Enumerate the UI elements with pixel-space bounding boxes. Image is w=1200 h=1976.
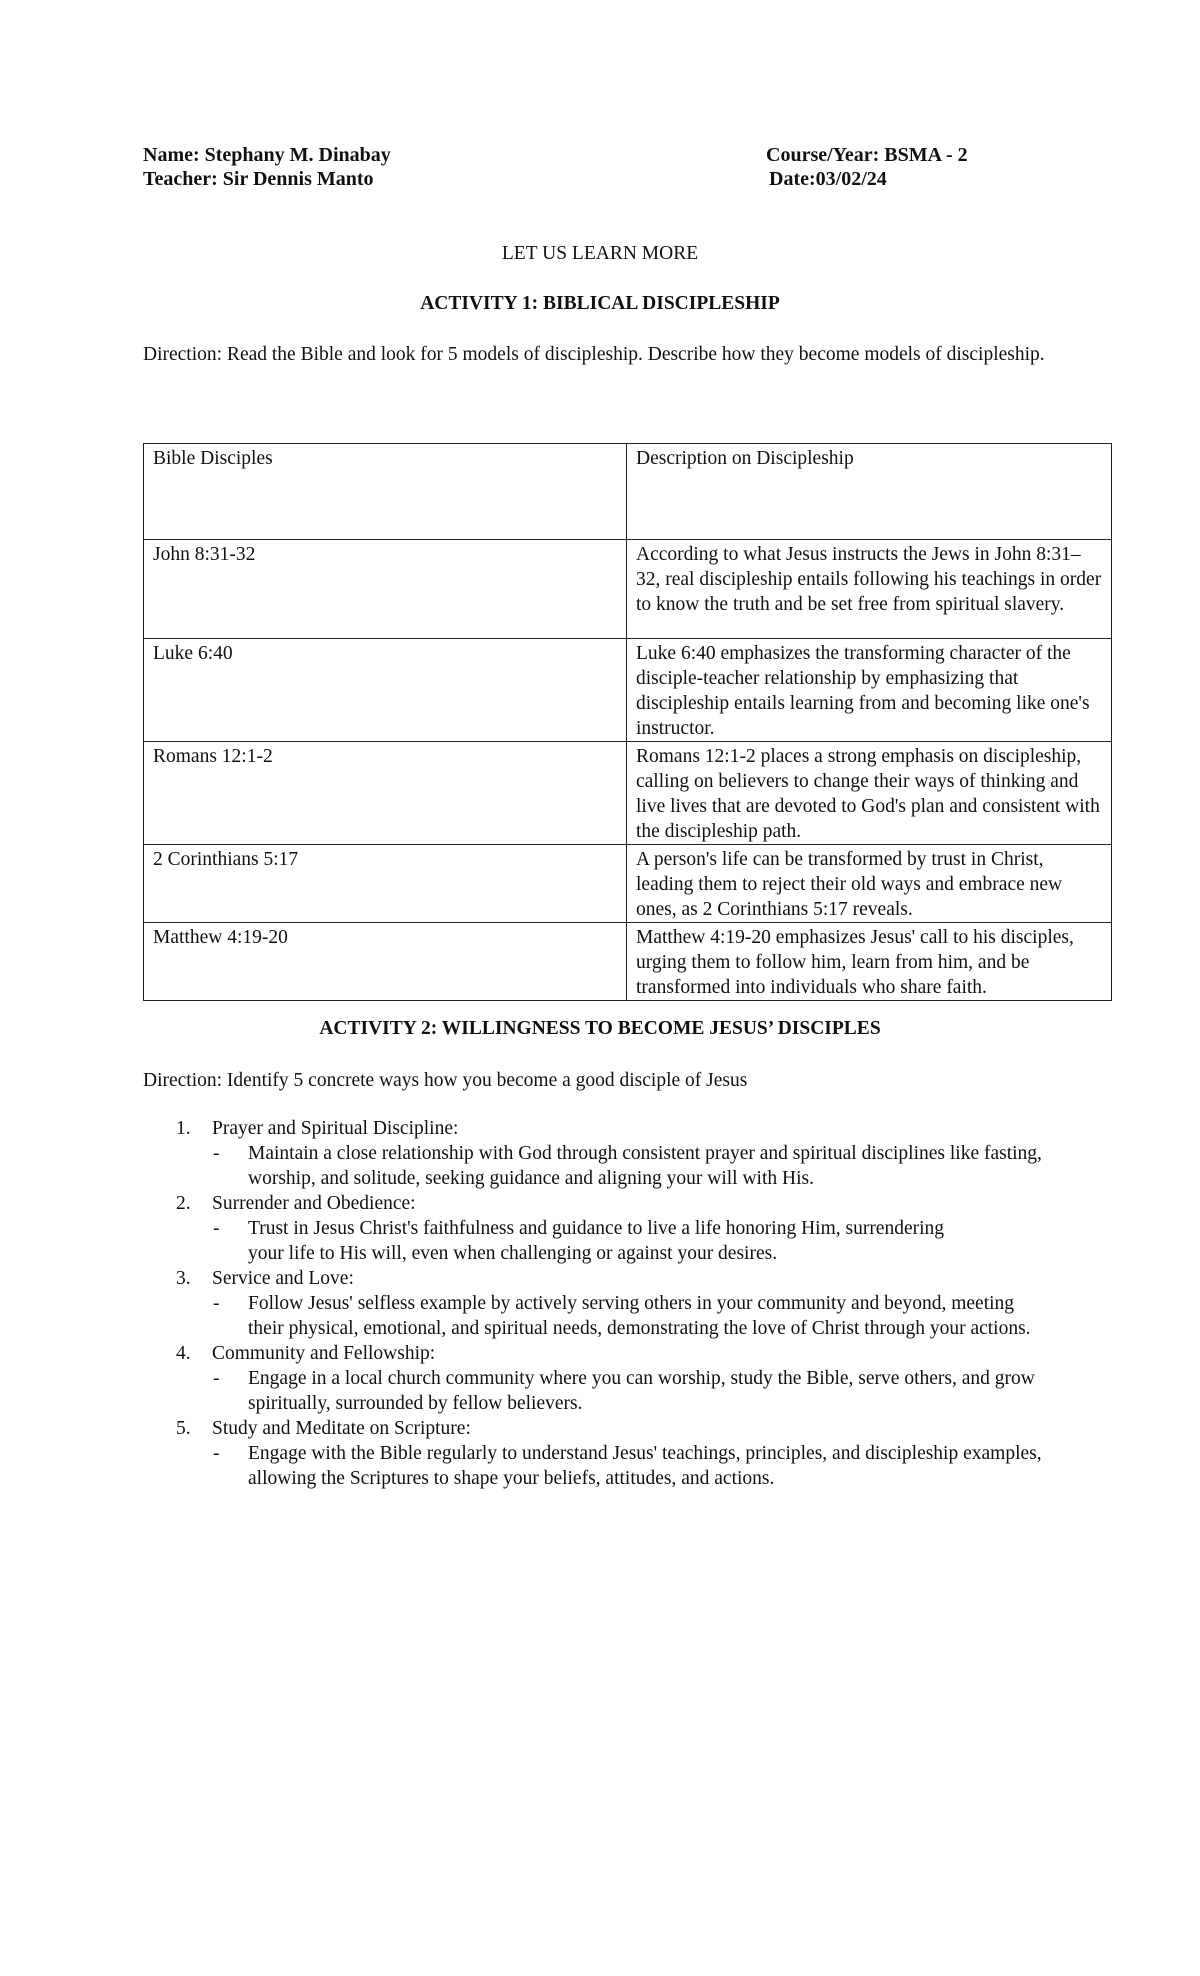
list-item xyxy=(143,1191,1103,1266)
table-row xyxy=(144,742,1112,845)
dash-bullet: - xyxy=(213,1218,220,1239)
date: Date:03/02/24 xyxy=(769,168,887,190)
description-cell: Luke 6:40 emphasizes the transforming character of the disciple-teacher relationship by emphasizing that discipleship entails learning from and becoming like one's instructor. xyxy=(627,639,1112,742)
item-number: 1. xyxy=(176,1118,191,1139)
table-header-row xyxy=(144,444,1112,540)
dash-bullet: - xyxy=(213,1443,220,1464)
item-number: 3. xyxy=(176,1268,191,1289)
disciple-cell: John 8:31-32 xyxy=(144,540,627,639)
description-cell: According to what Jesus instructs the Jews in John 8:31–32, real discipleship entails following his teachings in order to know the truth and be set free from spiritual slavery. xyxy=(627,540,1112,639)
course-year: Course/Year: BSMA - 2 xyxy=(766,144,968,166)
disciple-cell: Matthew 4:19-20 xyxy=(144,923,627,1001)
list-item xyxy=(143,1416,1103,1491)
item-heading: Study and Meditate on Scripture: xyxy=(212,1418,471,1439)
table-row xyxy=(144,540,1112,639)
item-text: Follow Jesus' selfless example by actively serving others in your community and beyond, meeting their physical, emotional, and spiritual needs, demonstrating the love of Christ through your actions. xyxy=(248,1293,1031,1339)
table-header-disciples: Bible Disciples xyxy=(144,444,627,540)
student-name: Name: Stephany M. Dinabay xyxy=(143,144,391,166)
item-heading: Prayer and Spiritual Discipline: xyxy=(212,1118,459,1139)
item-text: Maintain a close relationship with God through consistent prayer and spiritual disciplines like fasting, worship, and solitude, seeking guidance and aligning your will with His. xyxy=(248,1143,1042,1189)
activity1-direction: Direction: Read the Bible and look for 5 models of discipleship. Describe how they become models of discipleship. xyxy=(143,344,1045,365)
activity2-direction: Direction: Identify 5 concrete ways how you become a good disciple of Jesus xyxy=(143,1070,748,1091)
dash-bullet: - xyxy=(213,1143,220,1164)
description-cell: Matthew 4:19-20 emphasizes Jesus' call to his disciples, urging them to follow him, learn from him, and be transformed into individuals who share faith. xyxy=(627,923,1112,1001)
disciple-ways-list xyxy=(143,1116,1103,1491)
activity2-title: ACTIVITY 2: WILLINGNESS TO BECOME JESUS’ DISCIPLES xyxy=(319,1018,881,1039)
table-row xyxy=(144,639,1112,742)
section-title: LET US LEARN MORE xyxy=(501,243,699,264)
list-item xyxy=(143,1116,1103,1191)
disciple-cell: Romans 12:1-2 xyxy=(144,742,627,845)
list-item xyxy=(143,1266,1103,1341)
table-row xyxy=(144,923,1112,1001)
item-heading: Surrender and Obedience: xyxy=(212,1193,416,1214)
item-heading: Service and Love: xyxy=(212,1268,354,1289)
dash-bullet: - xyxy=(213,1293,220,1314)
table-header-description: Description on Discipleship xyxy=(627,444,1112,540)
teacher-name: Teacher: Sir Dennis Manto xyxy=(143,168,374,190)
description-cell: A person's life can be transformed by trust in Christ, leading them to reject their old ways and embrace new ones, as 2 Corinthians 5:17 reveals. xyxy=(627,845,1112,923)
item-text: Engage with the Bible regularly to understand Jesus' teachings, principles, and discipleship examples, allowing the Scriptures to shape your beliefs, attitudes, and actions. xyxy=(248,1443,1042,1489)
discipleship-table xyxy=(143,443,1112,1001)
item-heading: Community and Fellowship: xyxy=(212,1343,436,1364)
disciple-cell: Luke 6:40 xyxy=(144,639,627,742)
item-text: Engage in a local church community where you can worship, study the Bible, serve others, and grow spiritually, surrounded by fellow believers. xyxy=(248,1368,1035,1414)
dash-bullet: - xyxy=(213,1368,220,1389)
item-number: 4. xyxy=(176,1343,191,1364)
list-item xyxy=(143,1341,1103,1416)
item-text: Trust in Jesus Christ's faithfulness and guidance to live a life honoring Him, surrendering your life to His will, even when challenging or against your desires. xyxy=(248,1218,945,1264)
item-number: 2. xyxy=(176,1193,191,1214)
disciple-cell: 2 Corinthians 5:17 xyxy=(144,845,627,923)
table-row xyxy=(144,845,1112,923)
description-cell: Romans 12:1-2 places a strong emphasis on discipleship, calling on believers to change their ways of thinking and live lives that are devoted to God's plan and consistent with the discipleship path. xyxy=(627,742,1112,845)
item-number: 5. xyxy=(176,1418,191,1439)
activity1-title: ACTIVITY 1: BIBLICAL DISCIPLESHIP xyxy=(420,293,780,314)
